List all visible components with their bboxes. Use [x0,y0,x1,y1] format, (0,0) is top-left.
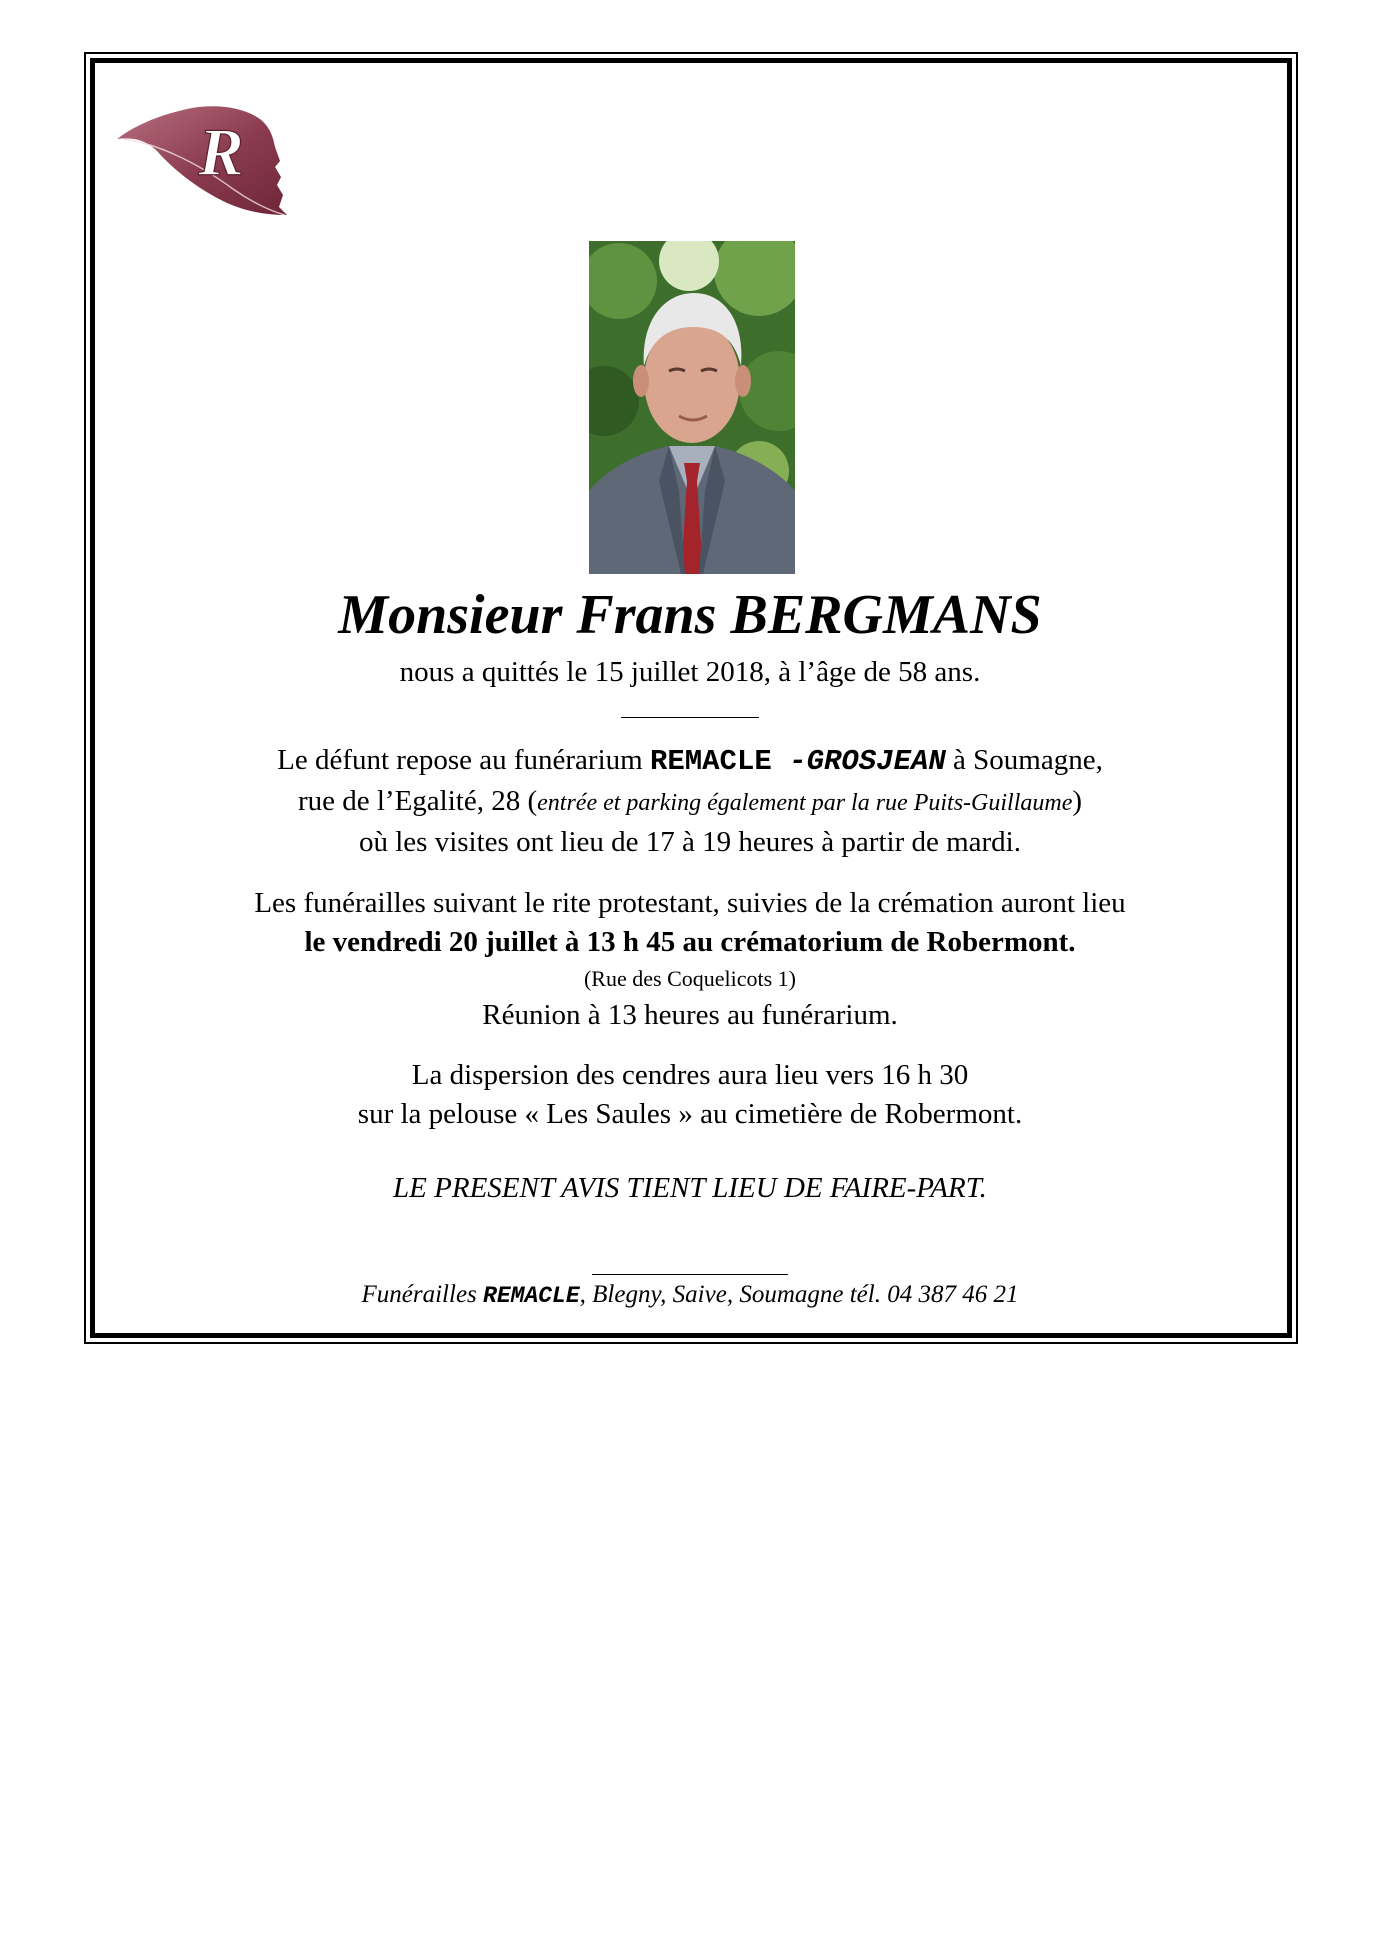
repose-line-2: rue de l’Egalité, 28 (entrée et parking également par la rue Puits-Guillaume) [297,785,1083,817]
dispersion-line-1: La dispersion des cendres aura lieu vers 16 h 30 [411,1059,969,1091]
separator-short [90,705,1290,715]
ceremony-line-4: Réunion à 13 heures au funérarium. [482,999,898,1031]
remacle-leaf-logo [115,103,290,218]
passing-line: nous a quittés le 15 juillet 2018, à l’âge de 58 ans. [399,656,981,688]
deceased-name: Monsieur Frans BERGMANS [338,584,1042,646]
funerarium-brand: REMACLE [649,745,772,778]
ceremony-line-1: Les funérailles suivant le rite protestant, suivies de la crémation auront lieu [254,887,1126,919]
footer-brand: REMACLE [483,1283,580,1309]
dispersion-line-2: sur la pelouse « Les Saules » au cimetière de Robermont. [357,1098,1023,1130]
ceremony-address: (Rue des Coquelicots 1) [583,966,797,991]
funerarium-brand-2: -GROSJEAN [771,745,946,778]
footer-line: Funérailles REMACLE, Blegny, Saive, Soumagne tél. 04 387 46 21 [361,1281,1019,1309]
portrait-photo [589,241,795,574]
faire-part-notice: LE PRESENT AVIS TIENT LIEU DE FAIRE-PART. [393,1172,987,1204]
repose-line-3: où les visites ont lieu de 17 à 19 heures à partir de mardi. [359,826,1021,858]
parking-note: entrée et parking également par la rue Puits-Guillaume [537,790,1073,816]
logo-letter: R [198,114,244,190]
separator-footer [90,1262,1290,1272]
ceremony-line-2: le vendredi 20 juillet à 13 h 45 au crématorium de Robermont. [304,926,1076,958]
repose-line-1: Le défunt repose au funérarium REMACLE -GROSJEAN à Soumagne, [277,744,1103,778]
